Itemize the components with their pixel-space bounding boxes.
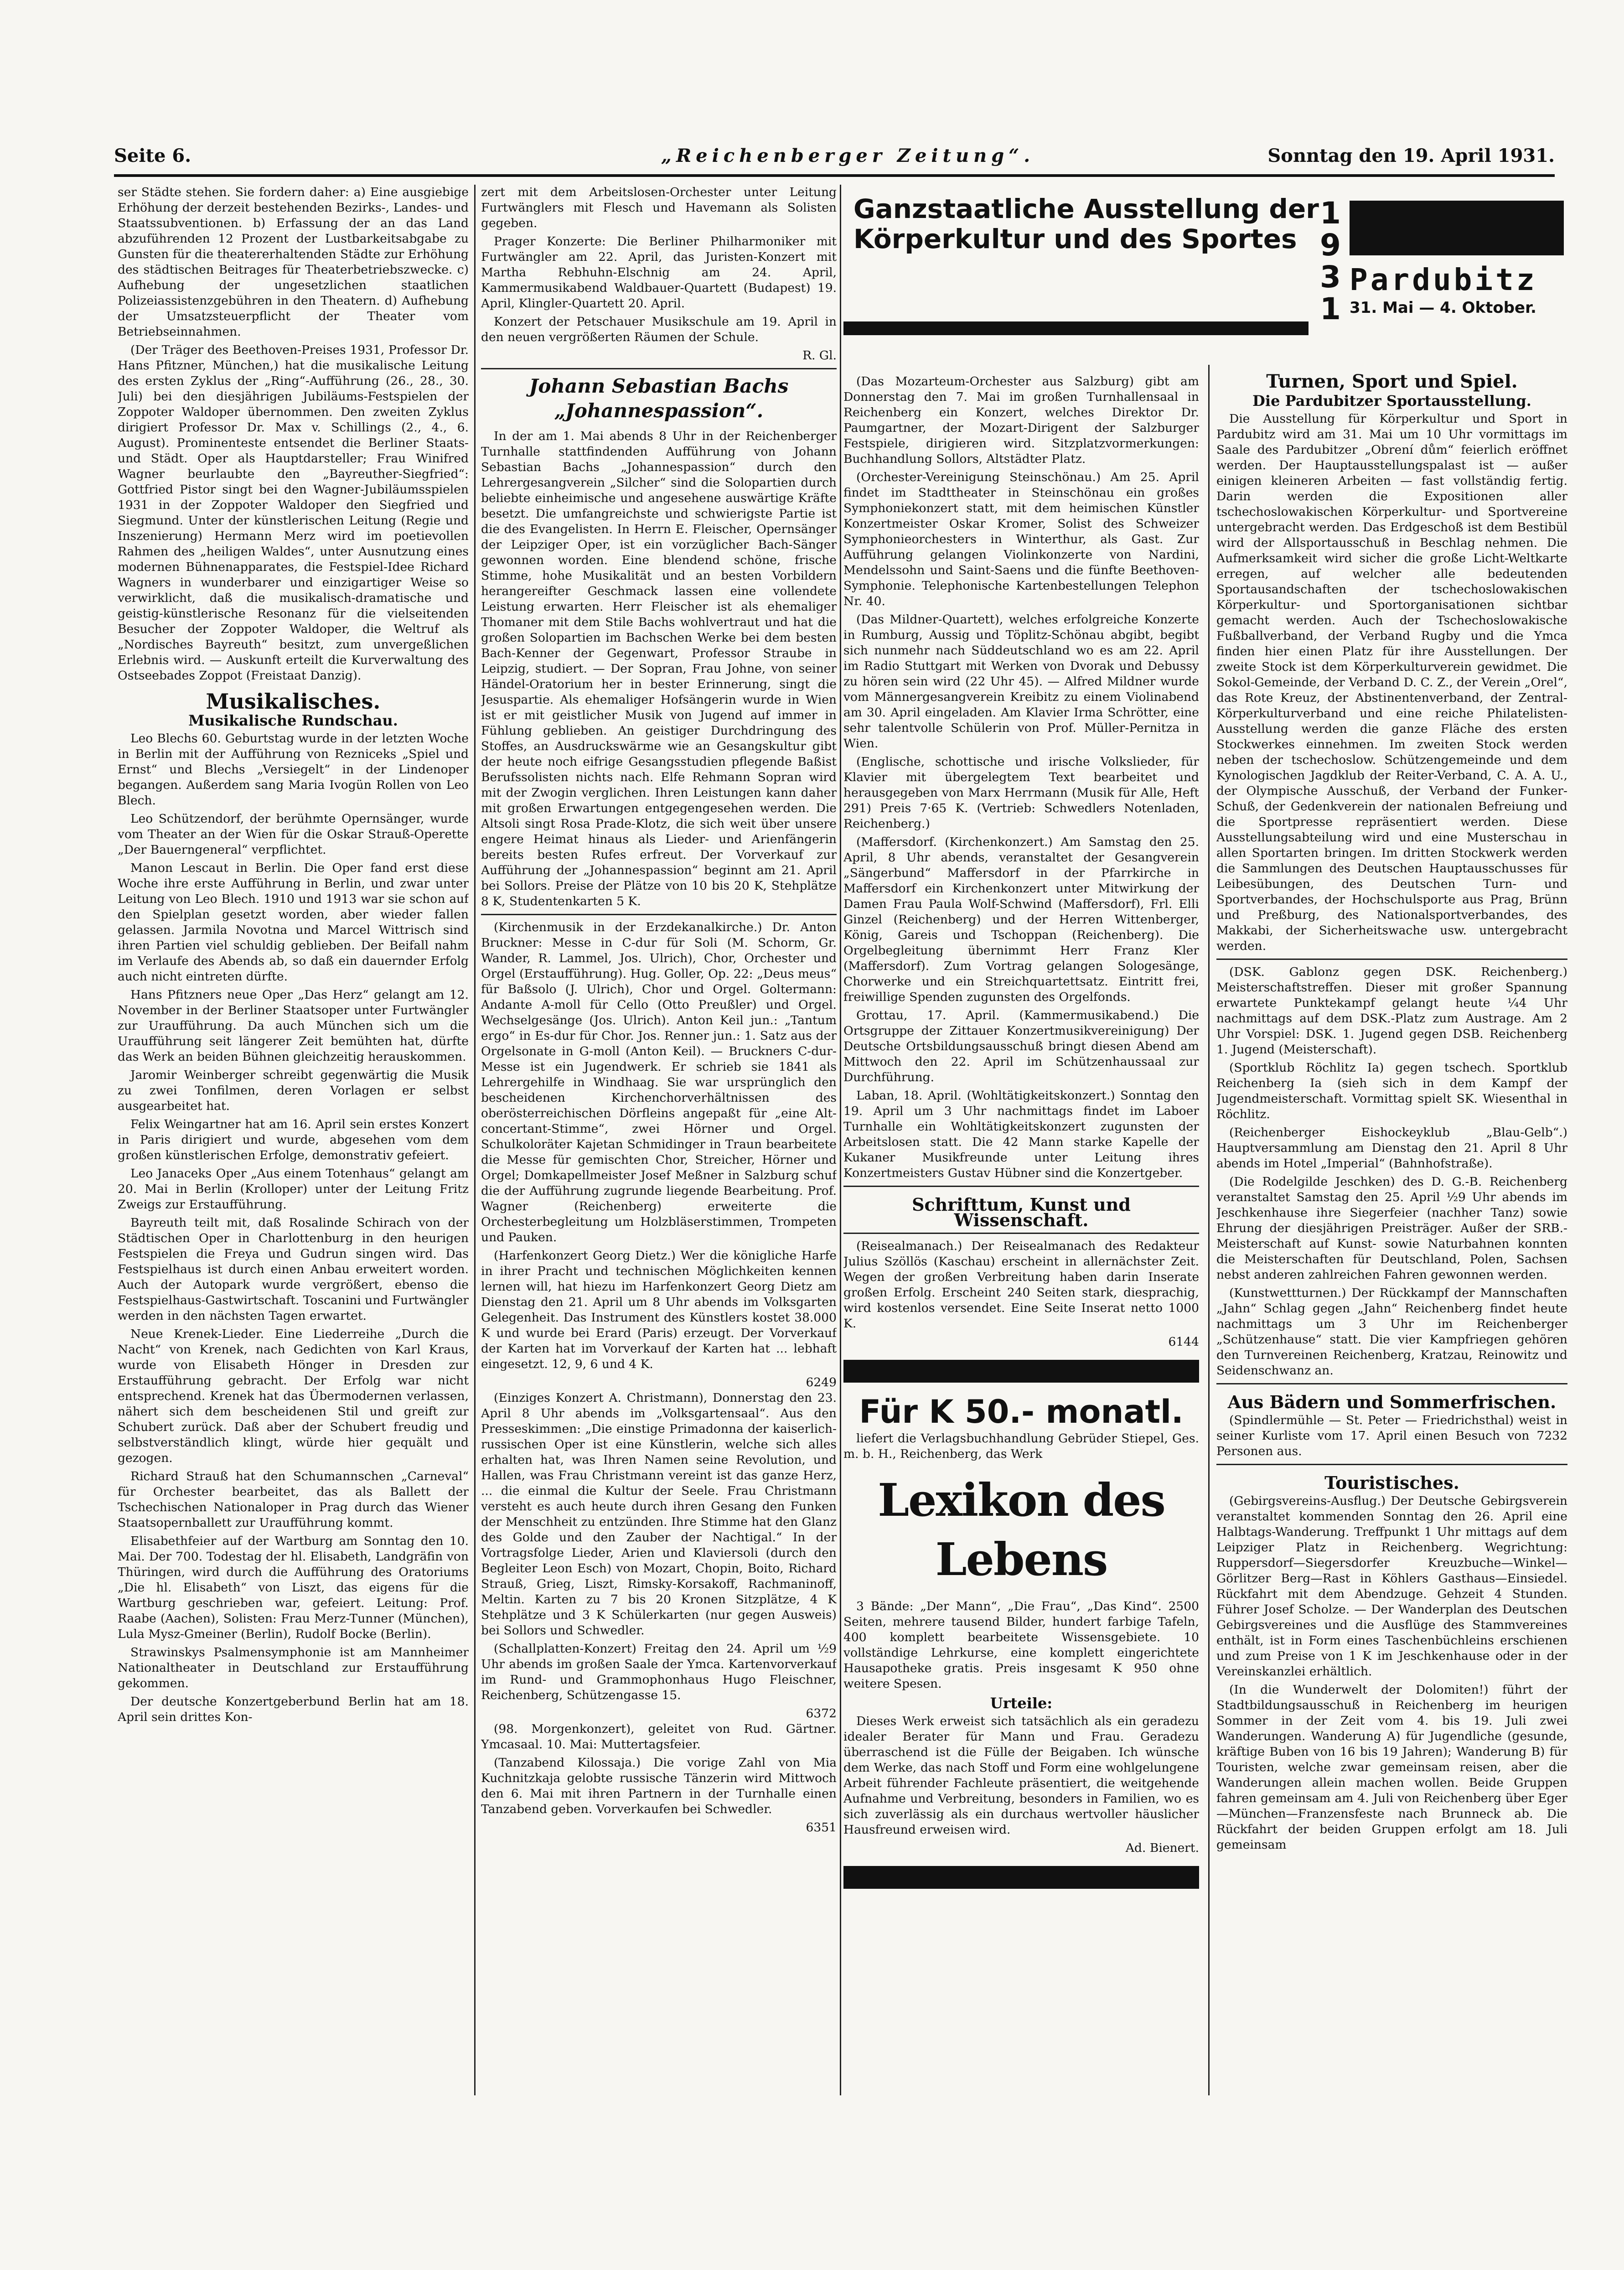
column-2 [481,185,837,2111]
article-text: (Kirchenmusik in der Erzdekanalkirche.) Dr. Anton Bruckner: Messe in C-dur für Soli (M. Schorm, Gr. Wander, R. Lammel, Jos. Ulrich), Chor, Orchester und Orgel (Erstaufführung). Hug. Goller, Op. 22: „Deus meus“ für Baßsolo (J. Ulrich), Chor und Orgel. Goltermann: Andante A-moll für Cello (Otto Preußler) und Orgel. Wechselgesänge (Jos. Ulrich). Anton Keil jun.: „Tantum ergo“ in Es-dur für Chor. Jos. Renner jun.: 1. Satz aus der Orgelsonate in G-moll (Anton Keil). — Bruckners C-dur-Messe ist ein Jugendwerk. Er schrieb sie 1841 als Lehrergehilfe in Windhaag. Sie war ursprünglich den bescheidenen Kirchenchorverhältnissen des oberösterreichischen Dörfleins angepaßt für „eine Alt-concertant-Stimme“, zwei Hörner und Orgel. Schulkoloräter Kajetan Schmidinger in Traun bearbeitete die Messe für gemischten Chor, Streicher, Hörner und Orgel; Domkapellmeister Josef Meßner in Salzburg schuf die der Aufführung zugrunde liegende Bearbeitung. Prof. Wagner (Reichenberg) erweiterte die Orchesterbegleitung um Holzbläserstimmen, Trompeten und Pauken. [481,920,837,1244]
issue-date: Sonntag den 19. April 1931. [1267,145,1555,166]
article-text: ser Städte stehen. Sie fordern daher: a) Eine ausgiebige Erhöhung der derzeit bestehenden Bezirks-, Landes- und Staatssubventionen. b) Erfassung der an das Land abzuführenden 12 Prozent der Lustbarkeitsabgabe zu Gunsten für die theatererhaltenden Städte zur Erhöhung des städtischen Beitrages für Theaterbetriebszwecke. c) Aufhebung der ungesetzlichen staatlichen Polizeiassistenzgebühren in den Theatern. d) Aufhebung der Umsatzsteuerpflicht der Theater vom Betriebseinnahmen. [118,185,469,339]
section-subtitle: Die Pardubitzer Sportausstellung. [1252,392,1531,409]
header-rule [114,174,1555,177]
article-text: Bayreuth teilt mit, daß Rosalinde Schirach von der Städtischen Oper in Charlottenburg in den heurigen Festspielen die Freya und Gudrun singen wird. Das Festspielhaus ist durch einen Anbau erweitert worden. Auch der Autopark wurde vergrößert, ebenso die Festspielhaus-Gastwirtschaft. Toscanini und Furtwängler werden in den nächsten Tagen erwartet. [118,1216,469,1323]
article-text: (Reichenberger Eishockeyklub „Blau-Gelb“.) Hauptversammlung am Dienstag den 21. April 8 Uhr abends im Hotel „Imperial“ (Bahnhofstraße). [1216,1125,1567,1171]
ad-underline [843,321,1309,335]
article-text: Hans Pfitzners neue Oper „Das Herz“ gelangt am 12. November in der Berliner Staatsoper unter Furtwängler zur Uraufführung. Da auch München sich um die Uraufführung seit längerer Zeit bemühten hat, dürfte das Werk an beiden Bühnen gleichzeitig herauskommen. [118,988,469,1064]
ad-black-bar [843,1360,1199,1383]
article-text: Grottau, 17. April. (Kammermusikabend.) Die Ortsgruppe der Zittauer Konzertmusikvereinigung) Der Deutsche Ortsbildungsausschuß bringt diesen Abend am Mittwoch den 22. April im Schützenhaussaal zur Durchführung. [843,1008,1199,1084]
article-text: Richard Strauß hat den Schumannschen „Carneval“ für Orchester bearbeitet, das als Ballett der Tschechischen Nationaloper in Prag durch das Wiener Staatsopernballett zur Uraufführung kommt. [118,1469,469,1530]
section-title-sport: Turnen, Sport und Spiel. [1266,374,1518,392]
lexikon-ad-headline: Für K 50.- monatl. [859,1393,1184,1430]
article-text: Felix Weingartner hat am 16. April sein erstes Konzert in Paris dirigiert und wurde, abgesehen vom dem großen künstlerischen Erfolge, demonstrativ gefeiert. [118,1117,469,1162]
ad-black-bar [1350,201,1564,255]
divider [1216,959,1567,960]
column-divider [1208,365,1210,2095]
article-text: In der am 1. Mai abends 8 Uhr in der Reichenberger Turnhalle stattfindenden Aufführung von Johann Sebastian Bachs „Johannespassion“ durch den Lehrergesangverein „Silcher“ sind die Solopartien durch beliebte einheimische und angesehene auswärtige Kräfte besetzt. Die umfangreichste und schwierigste Partie ist die des Evangelisten. In Herrn E. Fleischer, Opernsänger der Leipziger Oper, ist ein vorzüglicher Bach-Sänger gewonnen worden. Eine blendend schöne, frische Stimme, hohe Musikalität und an besten Vorbildern herangereifter Geschmack lassen eine vollendete Leistung erwarten. Herr Fleischer ist als ehemaliger Thomaner mit dem Stile Bachs wohlvertraut und hat die großen Solopartien im Bachschen Werke bei dem besten Bach-Kenner der Gegenwart, Professor Straube in Leipzig, studiert. — Der Sopran, Frau Johne, von seiner Händel-Oratorium her in bester Erinnerung, singt die Jesuspartie. Als ehemaliger Hofsängerin wurde in Wien ist er mit geistlicher Musik von Jugend auf immer in Fühlung geblieben. An geistiger Durchdringung des Stoffes, an Ausdruckswärme wie an Gesangskultur gibt der heute noch eifrige Gesangsstudien pflegende Baßist Berufssolisten nichts nach. Elfe Rehmann Sopran wird mit der Zwogin verglichen. Ihren Leistungen kann daher mit großen Erwartungen entgegengesehen werden. Die Altsoli singt Rosa Prade-Klotz, die sich weit über unsere engere Heimat hinaus als Lieder- und Arienfängerin bereits besten Rufes erfreut. Der Vorverkauf zur Aufführung der „Johannespassion“ beginnt am 21. April bei Sollors. Preise der Plätze von 10 bis 20 K, Stehplätze 8 K, Studentenkarten 5 K. [481,429,837,908]
ad-black-bar [843,1866,1199,1889]
divider [1216,1383,1567,1384]
section-title-spas: Aus Bädern und Sommerfrischen. [1227,1392,1557,1412]
ad-city: Pardubitz [1350,262,1537,297]
section-subtitle: Musikalische Rundschau. [188,712,398,729]
lexikon-ad-reviews-title: Urteile: [990,1695,1053,1712]
column-divider [474,185,476,2095]
article-text: Leo Schützendorf, der berühmte Opernsänger, wurde vom Theater an der Wien für die Oskar Strauß-Operette „Der Bauerngeneral“ verpflichtet. [118,812,469,857]
article-text: (Sportklub Röchlitz Ia) gegen tschech. Sportklub Reichenberg Ia (sieh sich in dem Kampf der Jugendmeisterschaft. Vormittag spielt SK. Wiesenthal in Röchlitz. [1216,1061,1567,1121]
article-text: (Spindlermühle — St. Peter — Friedrichsthal) weist in seiner Kurliste vom 17. April einen Besuch von 7232 Personen aus. [1216,1413,1567,1458]
lexikon-ad-title: Lexikon des Lebens [878,1474,1165,1586]
divider [843,1233,1199,1234]
year-digit: 9 [1320,228,1341,263]
article-text: (DSK. Gablonz gegen DSK. Reichenberg.) Meisterschaftstreffen. Dieser mit großer Spannung erwartete Punktekampf gelangt heute ¼4 Uhr nachmittags auf dem DSK.-Platz zum Austrage. Am 2 Uhr Vorspiel: DSK. 1. Jugend gegen DSB. Reichenberg 1. Jugend (Meisterschaft). [1216,965,1567,1057]
ad-line-2: Körperkultur und des Sportes [853,223,1297,254]
article-text: (Einziges Konzert A. Christmann), Donnerstag den 23. April 8 Uhr abends im „Volksgartensaal“. Aus den Presseskimmen: „Die einstige Primadonna der kaiserlich-russischen Oper ist eine Künstlerin, welche sich alles erhalten hat, was Ihren Namen seine Revolution, und Hallen, was Frau Christmann vereint ist das ganze Herz, ... die einmal die Kultur der Seele. Frau Christmann versteht es auch heute durch ihren Gesang den Funken der Menschheit zu entzünden. Ihre Stimme hat den Glanz des Golde und den Zauber der Nachtigal.“ In der Vortragsfolge Lieder, Arien und Klaviersoli (durch den Begleiter Leon Esch) von Mozart, Chopin, Boito, Richard Strauß, Grieg, Liszt, Rimsky-Korsakoff, Rachmaninoff, Meltin. Karten zu 7 bis 20 Kronen Sitzplätze, 4 K Stehplätze und 3 K Schülerkarten (nur gegen Ausweis) bei Sollors und Schwedler. [481,1391,837,1638]
column-3 [843,374,1199,2107]
article-text: Laban, 18. April. (Wohltätigkeitskonzert.) Sonntag den 19. April um 3 Uhr nachmittags findet im Laboer Turnhalle ein Wohltätigkeitskonzert zugunsten der Arbeitslosen statt. Die 42 Mann starke Kapelle der Kukaner Musikfreunde unter Leitung ihres Konzertmeisters Gustav Hübner sind die Konzertgeber. [843,1088,1199,1180]
exhibition-ad [843,185,1568,363]
ad-number: 6249 [806,1375,837,1389]
article-title-bach: Johann Sebastian Bachs „Johannespassion“. [529,375,789,422]
article-text: (Das Mozarteum-Orchester aus Salzburg) gibt am Donnerstag den 7. Mai im großen Turnhallensaal in Reichenberg ein Konzert, welches Direktor Dr. Paumgartner, der Mozart-Dirigent der Salzburger Festspiele, dirigieren wird. Sitzplatzvormerkungen: Buchhandlung Sollors, Altstädter Platz. [843,374,1199,466]
newspaper-title: „Reichenberger Zeitung“. [661,145,1035,166]
article-text: (Reisealmanach.) Der Reisealmanach des Redakteur Julius Szöllös (Kaschau) erscheint in allernächster Zeit. Wegen der großen Verbreitung haben darin Inserate großen Erfolg. Erscheint 240 Seiten stark, diesprachig, wird kostenlos versendet. Eine Seite Inserat netto 1000 K. [843,1239,1199,1331]
divider [481,368,837,369]
author-signature: R. Gl. [802,348,837,363]
article-text: Manon Lescaut in Berlin. Die Oper fand erst diese Woche ihre erste Aufführung in Berlin, und zwar unter Leitung von Leo Blech. 1910 und 1913 war sie schon auf den Spielplan gesetzt worden, aber wieder fallen gelassen. Jarmila Novotna und Marcel Wittrisch sind ihren Partien viel schuldig geblieben. Der Beifall nahm im Verlaufe des Abends ab, so daß ein dauernder Erfolg auch nicht eintreten dürfte. [118,861,469,984]
lexikon-ad-text: Dieses Werk erweist sich tatsächlich als ein geradezu idealer Berater für Mann und Frau. Geradezu überraschend ist die Fülle der Beigaben. Ich wünsche dem Werke, das nach Stoff und Form eine wohlgelungene Arbeit führender Fachleute präsentiert, die weitgehende Aufnahme und Verbreitung, besonders in Familien, wo es sich zuverlässig als ein durchaus wertvoller häuslicher Hausfreund erweisen wird. [843,1714,1199,1837]
lexikon-ad-text: 3 Bände: „Der Mann“, „Die Frau“, „Das Kind“. 2500 Seiten, mehrere tausend Bilder, hundert farbige Tafeln, 400 komplett bearbeitete Wissensgebiete. 10 vollständige Lehrkurse, eine komplett eingerichtete Hausapotheke gratis. Preis insgesamt K 950 ohne weitere Spesen. [843,1599,1199,1691]
article-text: Der deutsche Konzertgeberbund Berlin hat am 18. April sein drittes Kon- [118,1695,469,1724]
year-digit: 1 [1320,196,1341,231]
divider [1216,1464,1567,1465]
column-1 [118,185,469,2068]
ad-dates: 31. Mai — 4. Oktober. [1350,299,1536,317]
ad-line-1: Ganzstaatliche Ausstellung der [853,193,1319,224]
article-text: Strawinskys Psalmensymphonie ist am Mannheimer Nationaltheater in Deutschland zur Erstaufführung gekommen. [118,1645,469,1690]
page-number: Seite 6. [114,145,191,166]
divider [481,914,837,915]
column-divider [840,185,841,2095]
page-header [114,145,1555,172]
section-title-music: Musikalisches. [206,689,381,714]
article-text: (Der Träger des Beethoven-Preises 1931, Professor Dr. Hans Pfitzner, München,) hat die musikalische Leitung des ersten Zyklus der „Ring“-Aufführung (26., 28., 30. Juli) bei den diesjährigen Jubiläums-Festspielen der Zoppoter Waldoper übernommen. Den zweiten Zyklus dirigiert Professor Dr. Max v. Schillings (2., 4., 6. August). Prominenteste entsendet die Berliner Staats- und Städt. Oper als Hauptdarsteller; Frau Winifred Wagner beurlaubte den „Bayreuther-Siegfried“: Gottfried Pistor singt bei den Wagner-Jubiläumsspielen 1931 in der Zoppoter Waldoper den Siegfried und Siegmund. Unter der künstlerischen Leitung (Regie und Inszenierung) Hermann Merz wird im poetievollen Rahmen des „heiligen Waldes“, unter Ausnutzung eines modernen Bühnenapparates, die Festspiel-Idee Richard Wagners in wunderbarer und einzigartiger Weise so verwirklicht, daß die musikalisch-dramatische und geistig-künstlerische Resonanz für die vielseitenden Besucher der Zoppoter Waldoper, die Weltruf als „Nordisches Bayreuth“ besitzt, zum unvergeßlichen Erlebnis wird. — Auskunft erteilt die Kurverwaltung des Ostseebades Zoppot (Freistaat Danzig). [118,343,469,683]
article-text: (Schallplatten-Konzert) Freitag den 24. April um ½9 Uhr abends im großen Saale der Ymca. Kartenvorverkauf im Rund- und Grammophonhaus Hugo Fleischner, Reichenberg, Schützengasse 15. [481,1642,837,1702]
article-text: zert mit dem Arbeitslosen-Orchester unter Leitung Furtwänglers mit Flesch und Havemann als Solisten gegeben. [481,185,837,230]
article-text: Neue Krenek-Lieder. Eine Liederreihe „Durch die Nacht“ von Krenek, nach Gedichten von Karl Kraus, wurde von Elisabeth Hönger in Dresden zur Erstaufführung gebracht. Der Erfolg war nicht entsprechend. Krenek hat das Übermodernen verlassen, nähert sich dem bescheidenen Stil und greift zur Schubert zurück. Daß aber der Schubert freudig und selbstverständlich klingt, würde hier gequält und gezogen. [118,1327,469,1465]
article-text: (Die Rodelgilde Jeschken) des D. G.-B. Reichenberg veranstaltet Samstag den 25. April ½9 Uhr abends im Jeschkenhause ihre Siegerfeier (nachher Tanz) sowie Ehrung der diesjährigen Preisträger. Außer der SRB.-Meisterschaft auf Kunst- sowie Naturbahnen konnten die Meisterschaften für Deutschland, Polen, Sachsen nebst anderen zahlreichen Fahren gewonnen werden. [1216,1175,1567,1282]
exhibition-ad-headline [853,194,1319,254]
article-text: (Tanzabend Kilossaja.) Die vorige Zahl von Mia Kuchnitzkaja gelobte russische Tänzerin wird Mittwoch den 6. Mai mit ihren Partnern in der Turnhalle einen Tanzabend geben. Vorverkaufen bei Schwedler. [481,1756,837,1816]
article-text: (Kunstwettturnen.) Der Rückkampf der Mannschaften „Jahn“ Schlag gegen „Jahn“ Reichenberg findet heute nachmittags um 3 Uhr im Reichenberger „Schützenhause“ statt. Die vier Kampfriegen gehören den Turnvereinen Reichenberg, Kratzau, Reinowitz und Seidenschwanz an. [1216,1286,1567,1378]
article-text: (Englische, schottische und irische Volkslieder, für Klavier mit übergelegtem Text bearbeitet und herausgegeben von Marx Herrmann (Musik für Alle, Heft 291) Preis 7·65 K. (Vertrieb: Schwedlers Notenladen, Reichenberg.) [843,755,1199,831]
article-text: (In die Wunderwelt der Dolomiten!) führt der Stadtbildungsausschuß in Reichenberg im heurigen Sommer in der Zeit vom 4. bis 19. Juli zwei Wanderungen. Wanderung A) für Jugendliche (gesunde, kräftige Buben von 16 bis 19 Jahren); Wanderung B) für Touristen, welche zwar gemeinsam reisen, aber die Wanderungen allein machen wollen. Beide Gruppen fahren gemeinsam am 4. Juli von Reichenberg über Eger—München—Franzensfeste nach Brunneck ab. Die Rückfahrt der beiden Gruppen erfolgt am 18. Juli gemeinsam [1216,1683,1567,1852]
article-text: (Maffersdorf. (Kirchenkonzert.) Am Samstag den 25. April, 8 Uhr abends, veranstaltet der Gesangverein „Sängerbund“ Maffersdorf in der Pfarrkirche in Maffersdorf ein Kirchenkonzert unter Mitwirkung der Damen Frau Paula Wolf-Schwind (Maffersdorf), Frl. Elli Ginzel (Reichenberg) und der Herren Wittenberger, König, Gareis und Tschoppan (Reichenberg). Die Orgelbegleitung übernimmt Herr Franz Kler (Maffersdorf). Zum Vortrag gelangen Sologesänge, Chorwerke und ein Streichquartettsatz. Eintritt frei, freiwillige Spenden zugunsten des Orgelfonds. [843,835,1199,1004]
section-title-tourism: Touristisches. [1324,1472,1459,1493]
year-digit: 1 [1320,291,1341,327]
article-text: (98. Morgenkonzert), geleitet von Rud. Gärtner. Ymcasaal. 10. Mai: Muttertagsfeier. [481,1722,837,1752]
article-text: Leo Janaceks Oper „Aus einem Totenhaus“ gelangt am 20. Mai in Berlin (Krolloper) unter der Leitung Fritz Zweigs zur Erstaufführung. [118,1166,469,1212]
article-text: (Orchester-Vereinigung Steinschönau.) Am 25. April findet im Stadttheater in Steinschönau ein großes Symphoniekonzert statt, mit dem heimischen Künstler Konzertmeister Oskar Kromer, Solist des Schweizer Symphonieorchesters in Winterthur, als Gast. Zur Aufführung gelangen Violinkonzerte von Nardini, Mendelssohn und Saint-Saens und die fünfte Beethoven-Symphonie. Telephonische Kartenbestellungen Telephon Nr. 40. [843,470,1199,608]
divider [843,1186,1199,1187]
article-text: (Harfenkonzert Georg Dietz.) Wer die königliche Harfe in ihrer Pracht und technischen Möglichkeiten kennen lernen will, hat hiezu im Harfenkonzert Georg Dietz am Dienstag den 21. April um 8 Uhr abends im Volksgarten Gelegenheit. Das Instrument des Künstlers kostet 38.000 K und wurde bei Erard (Paris) erzeugt. Der Vorverkauf der Karten hat im Vorverkauf der Karten hat ... lebhaft eingesetzt. 12, 9, 6 und 4 K. [481,1249,837,1371]
article-text: Jaromir Weinberger schreibt gegenwärtig die Musik zu zwei Tonfilmen, deren Vorlagen er selbst ausgearbeitet hat. [118,1068,469,1113]
column-4 [1216,374,1567,2107]
article-text: (Das Mildner-Quartett), welches erfolgreiche Konzerte in Rumburg, Aussig und Töplitz-Schönau abgibt, begibt sich nunmehr nach Süddeutschland wo es am 22. April im Radio Stuttgart mit Werken von Dvorak und Debussy zu hören sein wird (22 Uhr 45). — Alfred Mildner wurde vom Männergesangverein Kreibitz zu einem Violinabend am 30. April eingeladen. Am Klavier Irma Schrötter, eine sehr talentvolle Schülerin von Prof. Müller-Pernitza in Wien. [843,612,1199,751]
article-text: Prager Konzerte: Die Berliner Philharmoniker mit Furtwängler am 22. April, das Juristen-Konzert mit Martha Rebhuhn-Elschnig am 24. April, Kammermusikabend Waldbauer-Quartett (Budapest) 19. April, Klingler-Quartett 20. April. [481,234,837,311]
section-title-literature: Schrifttum, Kunst und Wissenschaft. [912,1194,1131,1230]
lexikon-ad-signer: Ad. Bienert. [1125,1841,1199,1855]
lexikon-ad-text: liefert die Verlagsbuchhandlung Gebrüder Stiepel, Ges. m. b. H., Reichenberg, das Werk [843,1431,1199,1461]
ad-number: 6372 [806,1706,837,1721]
article-text: Elisabethfeier auf der Wartburg am Sonntag den 10. Mai. Der 700. Todestag der hl. Elisabeth, Landgräfin von Thüringen, wird durch die Aufführung des Oratoriums „Die hl. Elisabeth“ von Liszt, das eigens für die Wartburg geschrieben war, gefeiert. Leitung: Prof. Raabe (Aachen), Solisten: Frau Merz-Tunner (München), Lula Mysz-Gmeiner (Berlin), Rudolf Bocke (Berlin). [118,1534,469,1641]
year-digit: 3 [1320,259,1341,295]
ad-number: 6351 [806,1820,837,1835]
article-text: Leo Blechs 60. Geburtstag wurde in der letzten Woche in Berlin mit der Aufführung von Rezniceks „Spiel und Ernst“ und Blechs „Versiegelt“ in der Lindenoper begangen. Außerdem sang Maria Ivogün Rollen von Leo Blech. [118,731,469,808]
article-text: Konzert der Petschauer Musikschule am 19. April in den neuen vergrößerten Räumen der Schule. [481,315,837,344]
ad-number: 6144 [1168,1335,1199,1349]
article-text: (Gebirgsvereins-Ausflug.) Der Deutsche Gebirgsverein veranstaltet kommenden Sonntag den 26. April eine Halbtags-Wanderung. Treffpunkt 1 Uhr mittags auf dem Leipziger Platz in Reichenberg. Wegrichtung: Ruppersdorf—Siegersdorfer Kreuzbuche—Winkel—Görlitzer Berg—Rast in Köhlers Gasthaus—Einsiedel. Rückfahrt mit dem Abendzuge. Gehzeit 4 Stunden. Führer Josef Scholze. — Der Wanderplan des Deutschen Gebirgsvereines und die Ausflüge des Stammvereines enthält, ist in Form eines Taschenbüchleins erschienen und zum Preise von 1 K im Jeschkenhause oder in der Vereinskanzlei erhältlich. [1216,1494,1567,1679]
article-text: Die Ausstellung für Körperkultur und Sport in Pardubitz wird am 31. Mai um 10 Uhr vormittags im Saale des Pardubitzer „Obrení dům“ feierlich eröffnet werden. Der Hauptausstellungspalast ist — außer einigen kleineren Arbeiten — fast vollständig fertig. Darin werden die Expositionen aller tschechoslowakischen Körperkultur- und Sportvereine untergebracht werden. Das Erdgeschoß ist dem Bestibül wird der Allsportausschuß in Beschlag nehmen. Die Aufmerksamkeit wird sicher die große Licht-Weltkarte erregen, auf welcher alle bedeutenden Sportausandschaften der tschechoslowakischen Körperkultur- und Sportorganisationen sichtbar gemacht werden. Auch der Tschechoslowakische Fußballverband, der Verband Rugby und die Ymca finden hier einen Platz für ihre Ausstellungen. Der zweite Stock ist dem Körperkulturverein gewidmet. Die Sokol-Gemeinde, der Verband D. C. Z., der Verein „Orel“, das Rote Kreuz, der Abstinentenverband, der Zentral-Körperkulturverband und eine reiche Philatelisten-Ausstellung werden die ganze Fläche des ersten Stockwerkes einnehmen. Im zweiten Stock werden neben der tschechoslow. Schützengemeinde und dem Kynologischen Jagdklub der Reiter-Verband, C. A. A. U., der Olympische Ausschuß, der Verband der Funker-Schuß, der Gedenkverein der nationalen Befreiung und die Sportpresse repräsentiert werden. Diese Ausstellungsabteilung wird und eine Musterschau in allen Sportarten bringen. Im dritten Stockwerk werden die Sammlungen des Deutschen Hauptausschusses für Leibesübungen, des Deutschen Turn- und Sportverbandes, der Hochschulsporte aus Prag, Brünn und Preßburg, des Nationalsportverbandes, des Makkabi, der Sicherheitswache usw. untergebracht werden. [1216,412,1567,953]
